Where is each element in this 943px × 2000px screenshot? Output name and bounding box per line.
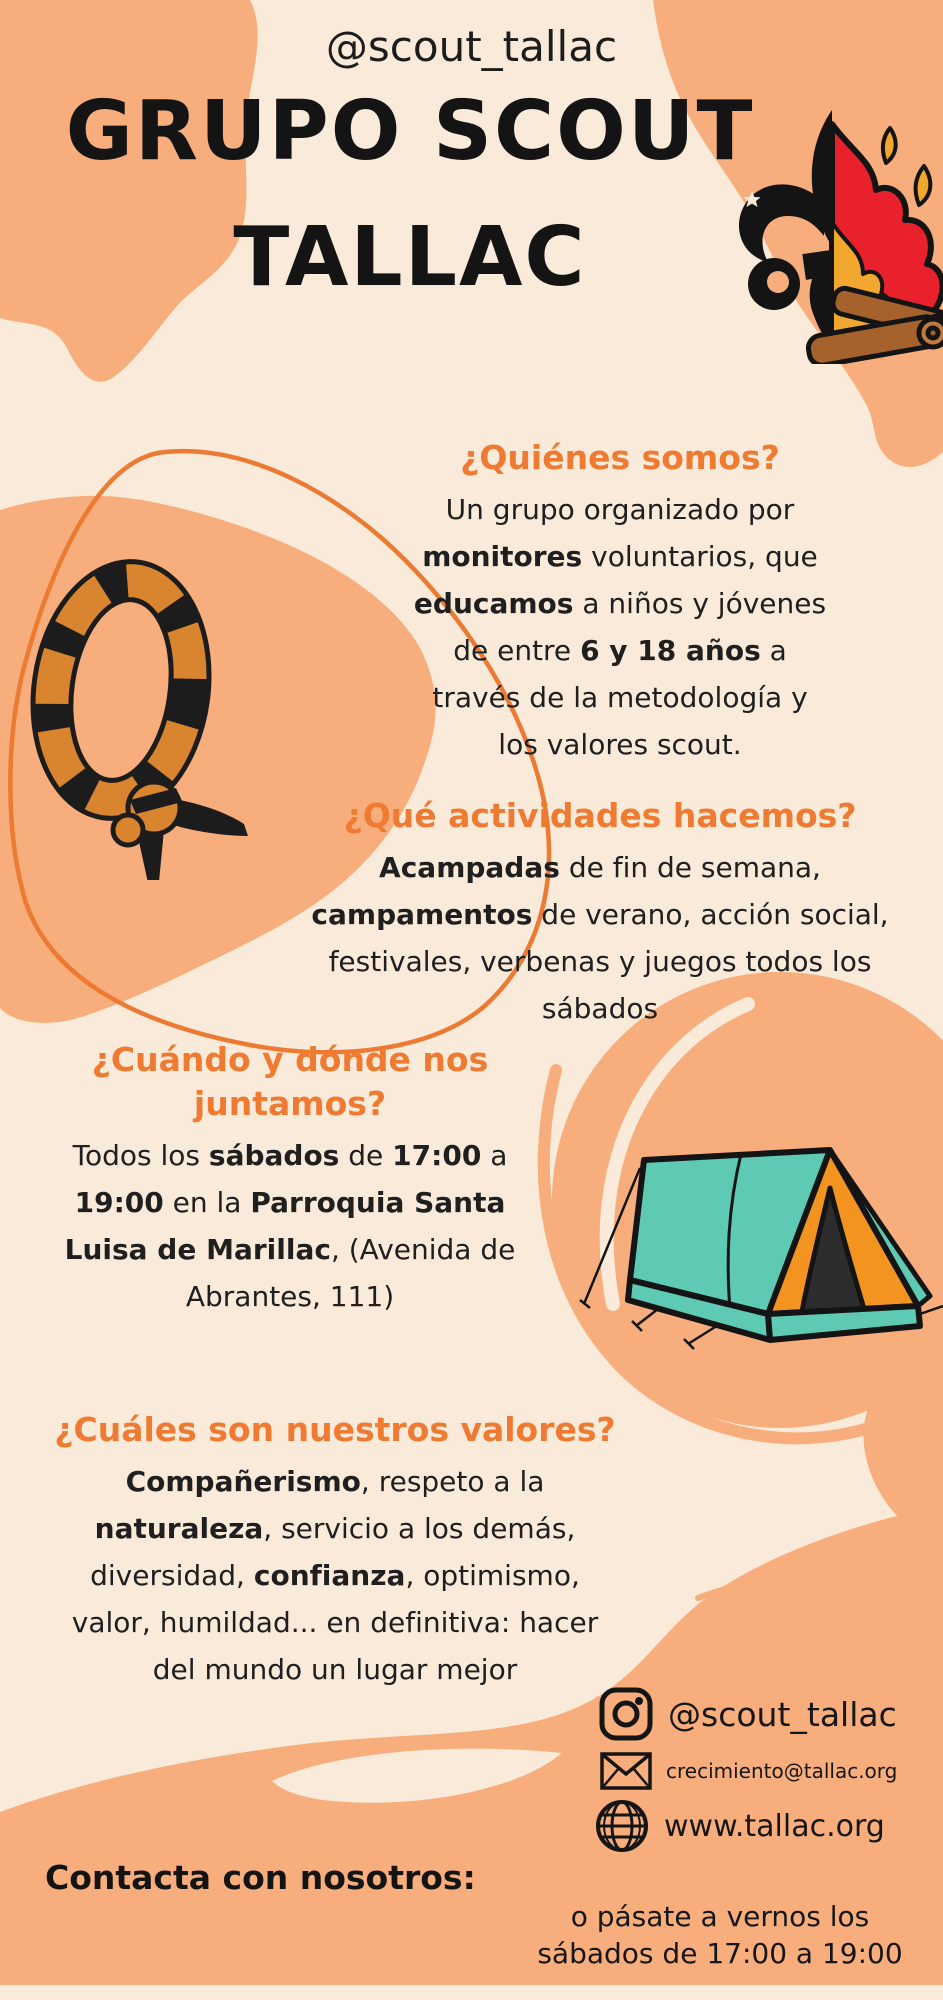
section-heading <box>260 794 940 838</box>
body-line: Luisa de Marillac, (Avenida de <box>64 1233 516 1266</box>
heading-line: ¿Quiénes somos? <box>460 438 780 477</box>
body-line: Todos los sábados de 17:00 a <box>72 1139 508 1172</box>
contact-instagram-value: @scout_tallac <box>668 1694 897 1734</box>
body-line: través de la metodología y <box>432 681 808 714</box>
body-line: campamentos de verano, acción social, <box>311 898 889 931</box>
contact-email-row <box>600 1752 897 1790</box>
body-line: diversidad, confianza, optimismo, <box>90 1559 580 1592</box>
visit-note-line: sábados de 17:00 a 19:00 <box>537 1937 903 1970</box>
body-line: Compañerismo, respeto a la <box>125 1465 545 1498</box>
section-heading <box>10 1408 660 1452</box>
instagram-icon <box>598 1686 654 1742</box>
body-line: de entre 6 y 18 años a <box>453 634 787 667</box>
fleur-de-lis-half <box>739 110 834 344</box>
page-title-line2: TALLAC <box>233 210 587 305</box>
section-cuando-donde <box>20 1038 560 1320</box>
heading-line: ¿Cuáles son nuestros valores? <box>54 1410 616 1449</box>
contact-instagram-row <box>598 1686 897 1742</box>
body-line: sábados <box>541 992 659 1025</box>
contact-website-value: www.tallac.org <box>664 1808 885 1844</box>
section-heading <box>300 436 940 480</box>
contact-label: Contacta con nosotros: <box>45 1858 476 1897</box>
visit-note-line: o pásate a vernos los <box>570 1900 870 1933</box>
body-line: Acampadas de fin de semana, <box>379 851 821 884</box>
body-line: naturaleza, servicio a los demás, <box>94 1512 576 1545</box>
body-line: educamos a niños y jóvenes <box>413 587 827 620</box>
email-icon <box>600 1752 652 1790</box>
body-line: valor, humildad... en definitiva: hacer <box>71 1606 599 1639</box>
tent-illustration <box>578 1128 943 1363</box>
heading-line: ¿Cuándo y dónde nos <box>91 1040 489 1079</box>
instagram-handle: @scout_tallac <box>325 22 618 71</box>
page-title-line1: GRUPO SCOUT <box>65 84 755 179</box>
globe-icon <box>594 1798 650 1854</box>
neckerchief-illustration <box>16 540 251 880</box>
tent-skirt-front <box>768 1306 920 1340</box>
body-line: Abrantes, 111) <box>185 1280 395 1313</box>
section-actividades <box>260 794 940 1032</box>
section-heading <box>20 1038 560 1126</box>
body-line: festivales, verbenas y juegos todos los <box>328 945 872 978</box>
neckerchief-knot <box>113 782 248 880</box>
neckerchief-ring <box>17 550 225 830</box>
body-line: Un grupo organizado por <box>445 493 795 526</box>
heading-line: juntamos? <box>193 1084 387 1123</box>
heading-line: ¿Qué actividades hacemos? <box>343 796 857 835</box>
contact-email-value: crecimiento@tallac.org <box>666 1759 898 1783</box>
flame-spark <box>883 128 896 163</box>
section-quienes-somos <box>300 436 940 768</box>
visit-note <box>500 1898 940 1972</box>
body-line: monitores voluntarios, que <box>422 540 818 573</box>
section-valores <box>10 1408 660 1693</box>
flame-spark <box>916 166 931 205</box>
body-line: 19:00 en la Parroquia Santa <box>74 1186 506 1219</box>
scout-logo <box>712 104 943 364</box>
body-line: los valores scout. <box>498 728 742 761</box>
body-line: del mundo un lugar mejor <box>152 1653 518 1686</box>
contact-website-row <box>594 1798 885 1854</box>
